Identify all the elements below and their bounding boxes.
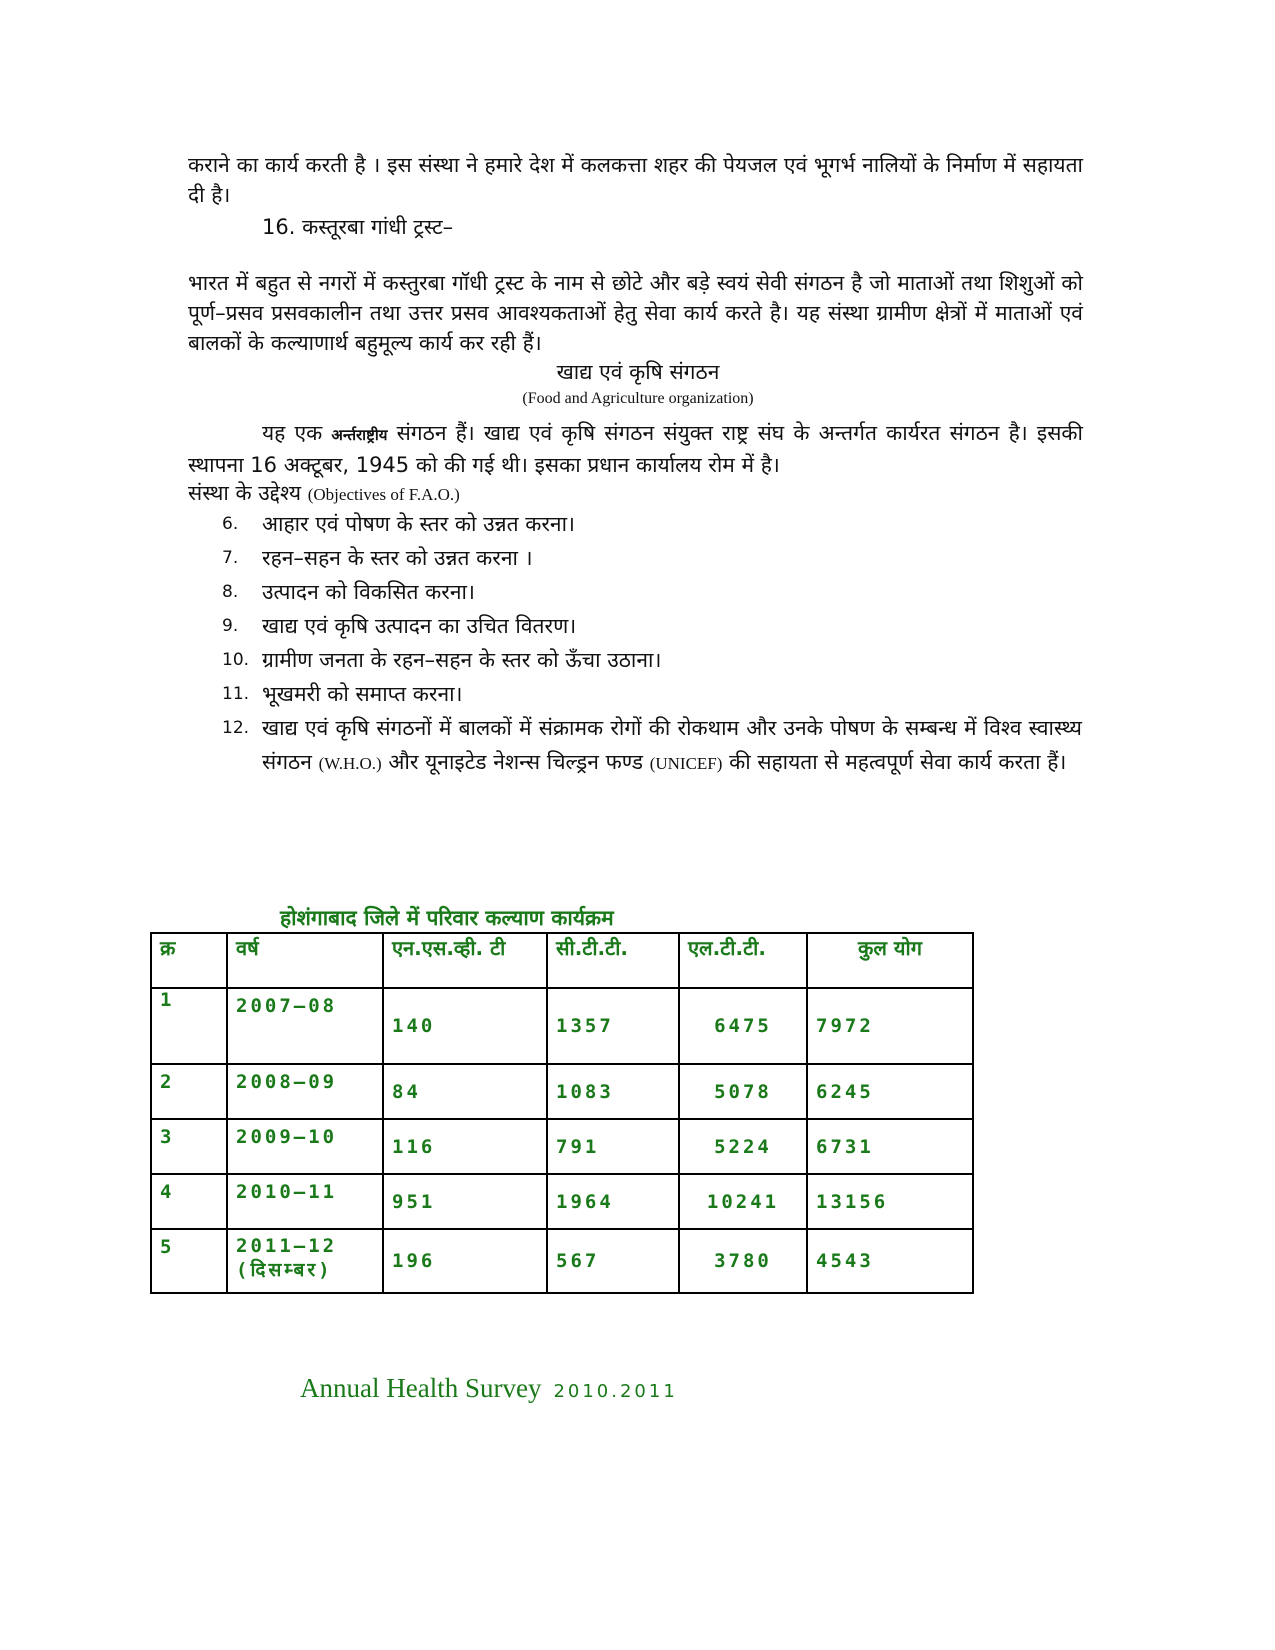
cell-nsvt: 140: [383, 988, 547, 1064]
cell-serial: 1: [151, 988, 227, 1064]
cell-serial: 5: [151, 1229, 227, 1293]
list-text: की सहायता से महत्वपूर्ण सेवा कार्य करता हैं।: [722, 750, 1067, 774]
list-number: 10.: [222, 650, 250, 670]
cell-ctt: 1964: [547, 1174, 679, 1229]
who-abbr: (W.H.O.): [318, 754, 382, 773]
fao-text-a: यह एक: [262, 421, 332, 445]
cell-total: 6731: [807, 1119, 973, 1174]
table-header-row: [151, 933, 973, 988]
cell-nsvt: 84: [383, 1064, 547, 1119]
cell-ctt: 1357: [547, 988, 679, 1064]
cell-ctt: 567: [547, 1229, 679, 1293]
table-row: [151, 1229, 973, 1293]
cell-total: 7972: [807, 988, 973, 1064]
fao-text-international: अर्न्तराष्ट्रीय: [331, 426, 388, 444]
cell-serial: 4: [151, 1174, 227, 1229]
cell-year: 2009–10: [227, 1119, 383, 1174]
cell-serial: 2: [151, 1064, 227, 1119]
footer-source: [300, 1373, 678, 1404]
list-text: भूखमरी को समाप्त करना।: [262, 682, 463, 706]
unicef-abbr: (UNICEF): [649, 754, 723, 773]
fao-title: खाद्य एवं कृषि संगठन: [556, 360, 720, 384]
fao-subtitle: (Food and Agriculture organization): [522, 390, 754, 407]
list-number: 11.: [222, 684, 250, 704]
list-item: [222, 677, 1082, 711]
table-row: [151, 1174, 973, 1229]
list-item: [222, 507, 1082, 541]
cell-year: 2008–09: [227, 1064, 383, 1119]
list-number: 6.: [222, 514, 239, 534]
cell-ltt: 6475: [679, 988, 807, 1064]
header-ctt: सी.टी.टी.: [547, 933, 679, 988]
cell-ltt: 10241: [679, 1174, 807, 1229]
list-item: [222, 609, 1082, 643]
cell-ctt: 791: [547, 1119, 679, 1174]
cell-ltt: 3780: [679, 1229, 807, 1293]
cell-year: 2010–11: [227, 1174, 383, 1229]
paragraph-kasturba: भारत में बहुत से नगरों में कस्तुरबा गॉधी ट्रस्ट के नाम से छोटे और बड़े स्वयं सेवी संगठन है जो माताओं तथा शिशुओं को पूर्ण–प्रसव प्रसवकालीन तथा उत्तर प्रसव आवश्यकताओं हेतु सेवा कार्य करते है। यह संस्था ग्रामीण क्षेत्रों में माताओं एवं बालकों के कल्याणार्थ बहुमूल्य कार्य कर रही हैं।: [188, 271, 1083, 355]
paragraph-intro: कराने का कार्य करती है । इस संस्था ने हमारे देश में कलकत्ता शहर की पेयजल एवं भूगर्भ नालियों के निर्माण में सहायता दी है।: [188, 153, 1083, 207]
cell-nsvt: 196: [383, 1229, 547, 1293]
objectives-list: [222, 507, 1082, 781]
list-text: ग्रामीण जनता के रहन–सहन के स्तर को ऊँचा उठाना।: [262, 648, 662, 672]
cell-ltt: 5224: [679, 1119, 807, 1174]
footer-text: Annual Health Survey: [300, 1373, 542, 1403]
list-text: खाद्य एवं कृषि संगठनों में बालकों में संक्रामक रोगों की रोकथाम और उनके पोषण के सम्बन्ध में विश्व स्वास्थ्य संगठन: [262, 716, 1082, 774]
cell-nsvt: 116: [383, 1119, 547, 1174]
family-welfare-table: [150, 932, 974, 1294]
header-year: वर्ष: [227, 933, 383, 988]
cell-total: 6245: [807, 1064, 973, 1119]
list-number: 9.: [222, 616, 239, 636]
cell-nsvt: 951: [383, 1174, 547, 1229]
section-heading-16: 16. कस्तूरबा गांधी ट्रस्ट–: [262, 215, 454, 239]
list-item: [222, 711, 1082, 781]
list-text: रहन–सहन के स्तर को उन्नत करना ।: [262, 546, 533, 570]
header-nsvt: एन.एस.व्ही. टी: [383, 933, 547, 988]
paragraph-fao: [188, 418, 1083, 480]
list-text: आहार एवं पोषण के स्तर को उन्नत करना।: [262, 512, 575, 536]
list-text: खाद्य एवं कृषि उत्पादन का उचित वितरण।: [262, 614, 577, 638]
table-row: [151, 988, 973, 1064]
fao-text-c: संगठन हैं। खाद्य एवं कृषि संगठन संयुक्त राष्ट्र संघ के अन्तर्गत कार्यरत संगठन है। इसकी स्थापना 16 अक्टूबर, 1945 को की गई थी। इसका प्रधान कार्यालय रोम में है।: [188, 421, 1083, 477]
cell-total: 13156: [807, 1174, 973, 1229]
table-row: [151, 1119, 973, 1174]
list-text: और यूनाइटेड नेशन्स चिल्ड्रन फण्ड: [381, 750, 650, 774]
header-ltt: एल.टी.टी.: [679, 933, 807, 988]
header-serial: क्र: [151, 933, 227, 988]
list-number: 7.: [222, 548, 239, 568]
objectives-english: (Objectives of F.A.O.): [307, 485, 460, 504]
list-text: उत्पादन को विकसित करना।: [262, 580, 475, 604]
list-number: 12.: [222, 718, 250, 738]
list-item: [222, 575, 1082, 609]
footer-years: 2010.2011: [553, 1381, 678, 1402]
cell-ctt: 1083: [547, 1064, 679, 1119]
table-row: [151, 1064, 973, 1119]
objectives-heading: [188, 478, 460, 510]
cell-serial: 3: [151, 1119, 227, 1174]
objectives-label: संस्था के उद्देश्य: [188, 481, 308, 505]
list-number: 8.: [222, 582, 239, 602]
cell-total: 4543: [807, 1229, 973, 1293]
cell-year: 2011–12 (दिसम्बर): [227, 1229, 383, 1293]
list-item: [222, 643, 1082, 677]
cell-ltt: 5078: [679, 1064, 807, 1119]
cell-year: 2007–08: [227, 988, 383, 1064]
header-total: कुल योग: [807, 933, 973, 988]
list-item: [222, 541, 1082, 575]
table-title: होशंगाबाद जिले में परिवार कल्याण कार्यक्रम: [280, 906, 614, 930]
